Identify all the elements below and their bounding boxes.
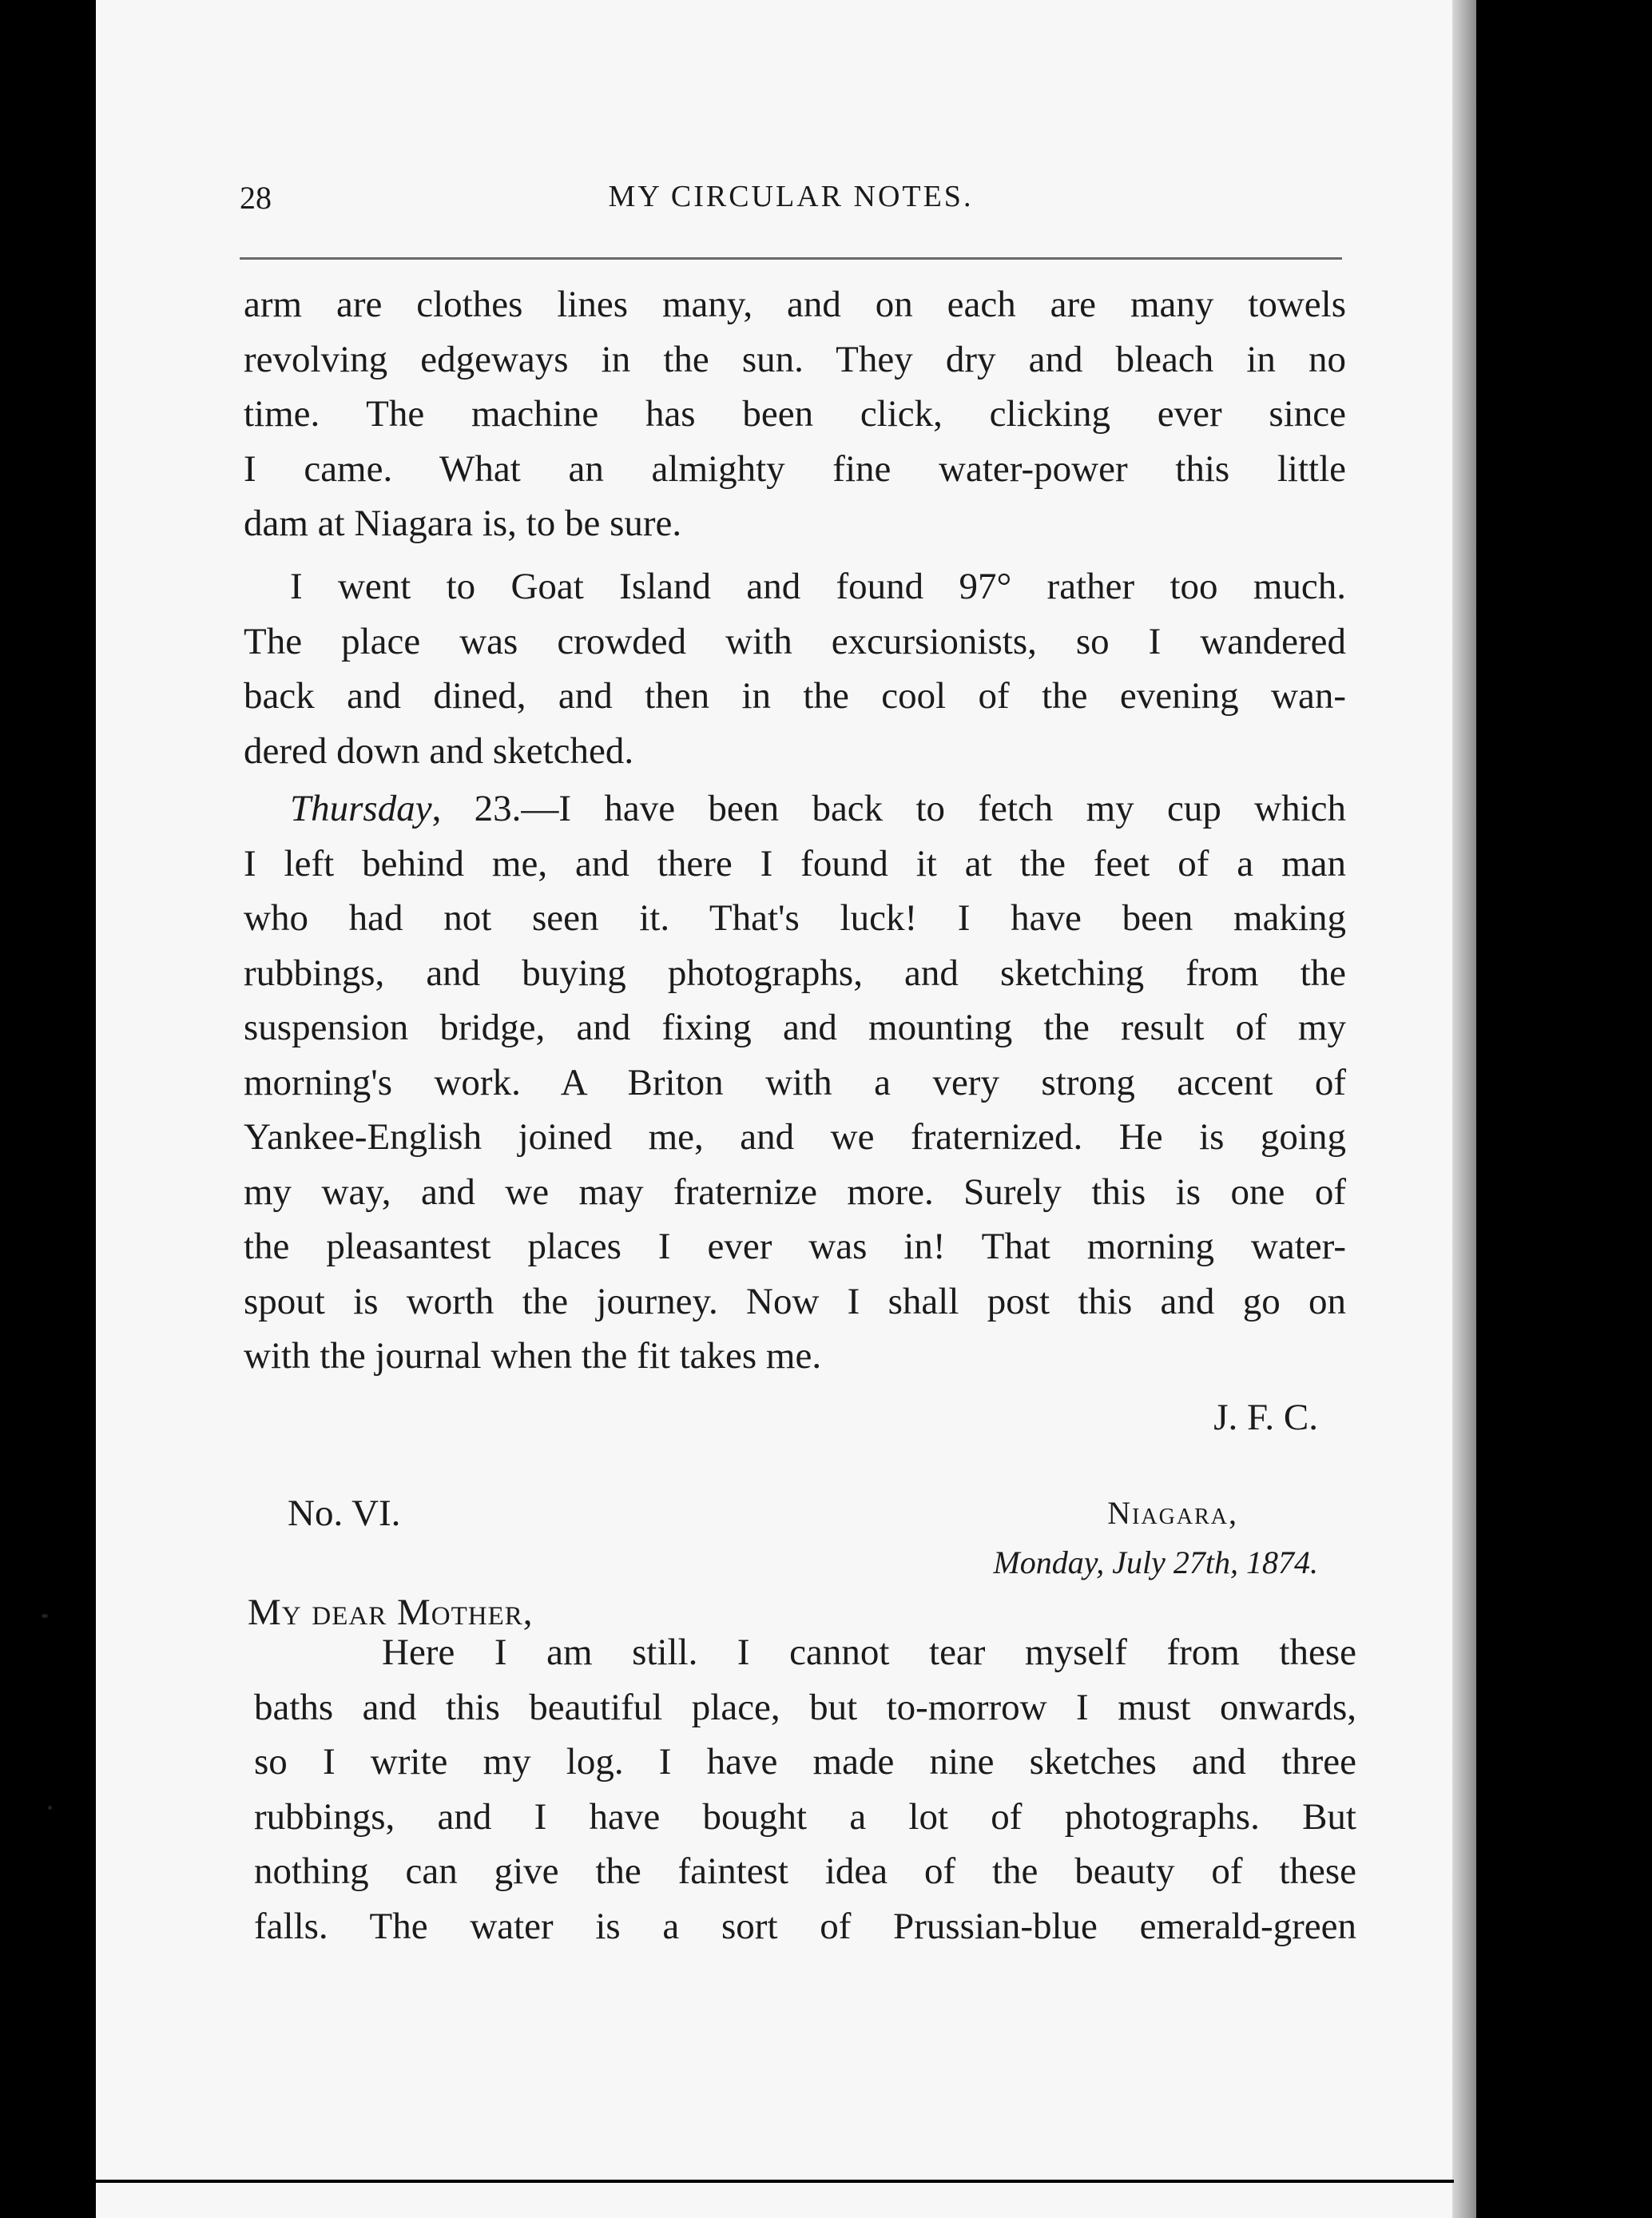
text-line: my way, and we may fraternize more. Surely this is one of <box>244 1171 1346 1213</box>
page-number: 28 <box>240 180 272 216</box>
paragraph-goat-island <box>244 559 1346 778</box>
letter-salutation: My dear Mother, <box>248 1592 534 1633</box>
text-line: so I write my log. I have made nine sketches and three <box>254 1741 1356 1783</box>
text-line: falls. The water is a sort of Prussian-blue emerald-green <box>254 1905 1356 1947</box>
text-line: The place was crowded with excursionists, so I wandered <box>244 620 1346 662</box>
letter-place: Niagara, <box>1107 1495 1238 1531</box>
scan-left-border <box>0 0 96 2218</box>
text-line: with the journal when the fit takes me. <box>244 1335 822 1377</box>
text-line: Thursday, 23.—I have been back to fetch my cup which <box>290 788 1346 829</box>
letter-number: No. VI. <box>288 1493 401 1534</box>
text-line: rubbings, and buying photographs, and sketching from the <box>244 952 1346 994</box>
letter-body <box>254 1625 1356 1954</box>
text-line: time. The machine has been click, clicking ever since <box>244 393 1346 435</box>
text-line: suspension bridge, and fixing and mounting the result of my <box>244 1007 1346 1048</box>
header-rule <box>240 257 1342 260</box>
scan-speck <box>42 1614 48 1618</box>
text-line: rubbings, and I have bought a lot of photographs. But <box>254 1795 1356 1838</box>
scan-right-border <box>1476 0 1652 2218</box>
day-name-italic: Thursday <box>290 788 432 829</box>
text-line: morning's work. A Briton with a very strong accent of <box>244 1061 1346 1103</box>
running-header <box>240 179 1342 227</box>
running-title: MY CIRCULAR NOTES. <box>608 180 974 213</box>
text-line: arm are clothes lines many, and on each are many towels <box>244 284 1346 325</box>
scan-bottom-edge <box>96 2180 1454 2183</box>
text-line: I went to Goat Island and found 97° rather too much. <box>290 566 1346 607</box>
text-line: I came. What an almighty fine water-power this little <box>244 447 1346 490</box>
text-line: revolving edgeways in the sun. They dry and bleach in no <box>244 338 1346 380</box>
paragraph-continued <box>244 277 1346 551</box>
scan-speck <box>48 1806 52 1810</box>
text-line: Here I am still. I cannot tear myself from these <box>382 1632 1356 1673</box>
text-line: the pleasantest places I ever was in! That morning water- <box>244 1226 1346 1267</box>
paragraph-thursday <box>244 781 1346 1384</box>
text-line: dam at Niagara is, to be sure. <box>244 503 682 544</box>
text-line: who had not seen it. That's luck! I have been making <box>244 897 1346 939</box>
text-line: baths and this beautiful place, but to-morrow I must onwards, <box>254 1686 1356 1728</box>
text-line: Yankee-English joined me, and we fraternized. He is going <box>244 1116 1346 1158</box>
text-line: nothing can give the faintest idea of the beauty of these <box>254 1850 1356 1892</box>
signoff-initials: J. F. C. <box>1213 1397 1318 1438</box>
text-line: back and dined, and then in the cool of the evening wan- <box>244 675 1346 717</box>
text-line: dered down and sketched. <box>244 729 634 772</box>
text-line: I left behind me, and there I found it at the feet of a man <box>244 842 1346 884</box>
letter-date: Monday, July 27th, 1874. <box>993 1544 1318 1580</box>
text-line: spout is worth the journey. Now I shall post this and go on <box>244 1280 1346 1322</box>
